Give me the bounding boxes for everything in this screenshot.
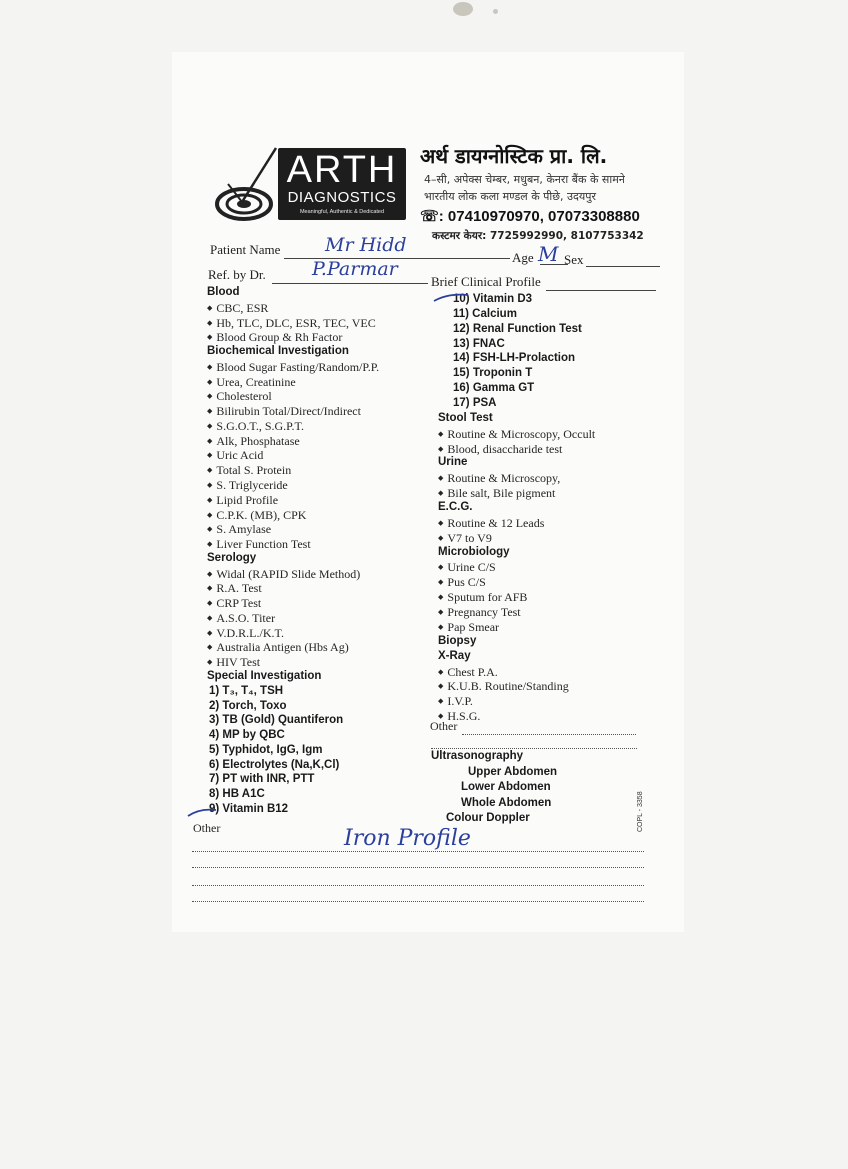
other-line-2: [192, 867, 644, 868]
right-item-16: ◆ V7 to V9: [438, 531, 492, 546]
paper-smudge: [453, 2, 473, 16]
right-num-4: 14) FSH-LH-Prolaction: [453, 352, 576, 365]
left-item-25: ◆ HIV Test: [207, 655, 260, 670]
right-item-15: ◆ Routine & 12 Leads: [438, 516, 544, 531]
refby-line: [272, 283, 428, 284]
logo-tagline: Meaningful, Authentic & Dedicated: [299, 209, 385, 215]
right-item-20: ◆ Sputum for AFB: [438, 590, 527, 605]
right-sec-8: Stool Test: [438, 411, 493, 424]
address-line-2: भारतीय लोक कला मण्डल के पीछे, उदयपुर: [424, 190, 596, 203]
left-item-9: ◆ S.G.O.T., S.G.P.T.: [207, 419, 304, 434]
right-item-13: ◆ Bile salt, Bile pigment: [438, 486, 555, 501]
left-num-31: 5) Typhidot, IgG, Igm: [209, 743, 323, 756]
left-num-29: 3) TB (Gold) Quantiferon: [209, 714, 344, 727]
right-num-3: 13) FNAC: [453, 337, 505, 350]
right-num-5: 15) Troponin T: [453, 367, 533, 380]
right-item-28: ◆ H.S.G.: [438, 709, 480, 724]
left-item-22: ◆ A.S.O. Titer: [207, 611, 275, 626]
right-item-27: ◆ I.V.P.: [438, 694, 473, 709]
right-item-10: ◆ Blood, disaccharide test: [438, 442, 562, 457]
right-sec-11: Urine: [438, 456, 468, 469]
patient-name-value: Mr Hidd: [325, 234, 407, 256]
left-num-30: 4) MP by QBC: [209, 729, 285, 742]
left-num-34: 8) HB A1C: [209, 788, 265, 801]
left-item-13: ◆ S. Triglyceride: [207, 478, 288, 493]
right-sec-24: X-Ray: [438, 649, 471, 662]
left-item-10: ◆ Alk, Phosphatase: [207, 434, 300, 449]
left-item-8: ◆ Bilirubin Total/Direct/Indirect: [207, 404, 361, 419]
tick-mark-vitamin-b12: [186, 804, 220, 820]
other-line-1: [192, 851, 644, 852]
right-sec-14: E.C.G.: [438, 501, 473, 514]
left-item-20: ◆ R.A. Test: [207, 581, 262, 596]
bottom-other-label: Other: [193, 821, 221, 835]
right-item-12: ◆ Routine & Microscopy,: [438, 471, 560, 486]
left-sec-4: Biochemical Investigation: [207, 345, 349, 358]
left-item-14: ◆ Lipid Profile: [207, 493, 278, 508]
brand-logo: [278, 148, 406, 220]
right-item-9: ◆ Routine & Microscopy, Occult: [438, 427, 595, 442]
left-item-21: ◆ CRP Test: [207, 596, 261, 611]
refby-label: Ref. by Dr.: [208, 267, 266, 282]
tick-mark-vitamin-d3: [432, 289, 472, 305]
sex-label: Sex: [564, 252, 584, 267]
handwritten-note: Iron Profile: [344, 826, 471, 851]
right-num-7: 17) PSA: [453, 397, 497, 410]
patient-name-label: Patient Name: [210, 242, 281, 257]
company-name-hindi: अर्थ डायग्नोस्टिक प्रा. लि.: [420, 144, 608, 168]
ultrasound-lower: Lower Abdomen: [461, 781, 551, 793]
other-line-4: [192, 901, 644, 902]
left-item-16: ◆ S. Amylase: [207, 522, 271, 537]
sex-value: M: [538, 242, 559, 266]
refby-value: P.Parmar: [312, 258, 398, 280]
left-item-17: ◆ Liver Function Test: [207, 537, 311, 552]
left-item-24: ◆ Australia Antigen (Hbs Ag): [207, 640, 349, 655]
ultrasound-title: Ultrasonography: [431, 750, 524, 762]
right-num-2: 12) Renal Function Test: [453, 322, 582, 335]
left-sec-18: Serology: [207, 551, 257, 564]
customer-care: कस्टमर केयर: 7725992990, 8107753342: [432, 230, 644, 242]
left-item-1: ◆ CBC, ESR: [207, 301, 268, 316]
right-num-1: 11) Calcium: [453, 307, 517, 320]
right-item-18: ◆ Urine C/S: [438, 560, 496, 575]
right-item-19: ◆ Pus C/S: [438, 575, 486, 590]
target-logo-icon: [214, 146, 280, 222]
left-num-35: 9) Vitamin B12: [209, 802, 289, 815]
logo-arth: ARTH: [286, 149, 398, 191]
left-num-32: 6) Electrolytes (Na,K,Cl): [209, 758, 340, 771]
right-num-0: 10) Vitamin D3: [453, 293, 533, 305]
right-other-line-2: [431, 748, 637, 749]
left-item-6: ◆ Urea, Creatinine: [207, 375, 296, 390]
clinical-profile-label: Brief Clinical Profile: [431, 274, 541, 289]
logo-diagnostics: DIAGNOSTICS: [287, 189, 397, 206]
paper-smudge: [493, 9, 498, 14]
left-item-5: ◆ Blood Sugar Fasting/Random/P.P.: [207, 360, 379, 375]
left-item-3: ◆ Blood Group & Rh Factor: [207, 330, 342, 345]
left-item-23: ◆ V.D.R.L./K.T.: [207, 626, 284, 641]
left-sec-26: Special Investigation: [207, 670, 322, 683]
right-item-21: ◆ Pregnancy Test: [438, 605, 521, 620]
right-item-26: ◆ K.U.B. Routine/Standing: [438, 679, 569, 694]
clinical-profile-line: [546, 290, 656, 291]
left-item-19: ◆ Widal (RAPID Slide Method): [207, 567, 360, 582]
right-item-22: ◆ Pap Smear: [438, 620, 499, 635]
phone-text: : 07410970970, 07073308880: [438, 208, 640, 225]
right-num-6: 16) Gamma GT: [453, 382, 535, 395]
left-num-27: 1) T₃, T₄, TSH: [209, 684, 284, 697]
ultrasound-whole: Whole Abdomen: [461, 797, 552, 809]
left-item-15: ◆ C.P.K. (MB), CPK: [207, 508, 306, 523]
phone-numbers: [420, 207, 640, 225]
right-other-line-1: [462, 734, 636, 735]
left-num-33: 7) PT with INR, PTT: [209, 773, 315, 786]
other-line-3: [192, 885, 644, 886]
left-item-7: ◆ Cholesterol: [207, 389, 272, 404]
right-sec-23: Biopsy: [438, 634, 477, 647]
phone-icon: ☏: [420, 208, 439, 225]
left-num-28: 2) Torch, Toxo: [209, 699, 287, 712]
age-label: Age: [512, 250, 534, 265]
left-item-2: ◆ Hb, TLC, DLC, ESR, TEC, VEC: [207, 316, 376, 331]
form-code: COPL - 3358: [637, 791, 644, 832]
right-other-label: Other: [430, 719, 458, 733]
right-sec-17: Microbiology: [438, 545, 510, 558]
right-item-25: ◆ Chest P.A.: [438, 665, 498, 680]
left-sec-0: Blood: [207, 286, 240, 298]
left-item-12: ◆ Total S. Protein: [207, 463, 291, 478]
sex-line: [586, 266, 660, 267]
ultrasound-upper: Upper Abdomen: [468, 766, 558, 778]
address-line-1: 4–सी, अपेक्स चेम्बर, मधुबन, केनरा बैंक के सामने: [424, 173, 625, 186]
left-item-11: ◆ Uric Acid: [207, 448, 263, 463]
ultrasound-doppler: Colour Doppler: [446, 812, 530, 824]
